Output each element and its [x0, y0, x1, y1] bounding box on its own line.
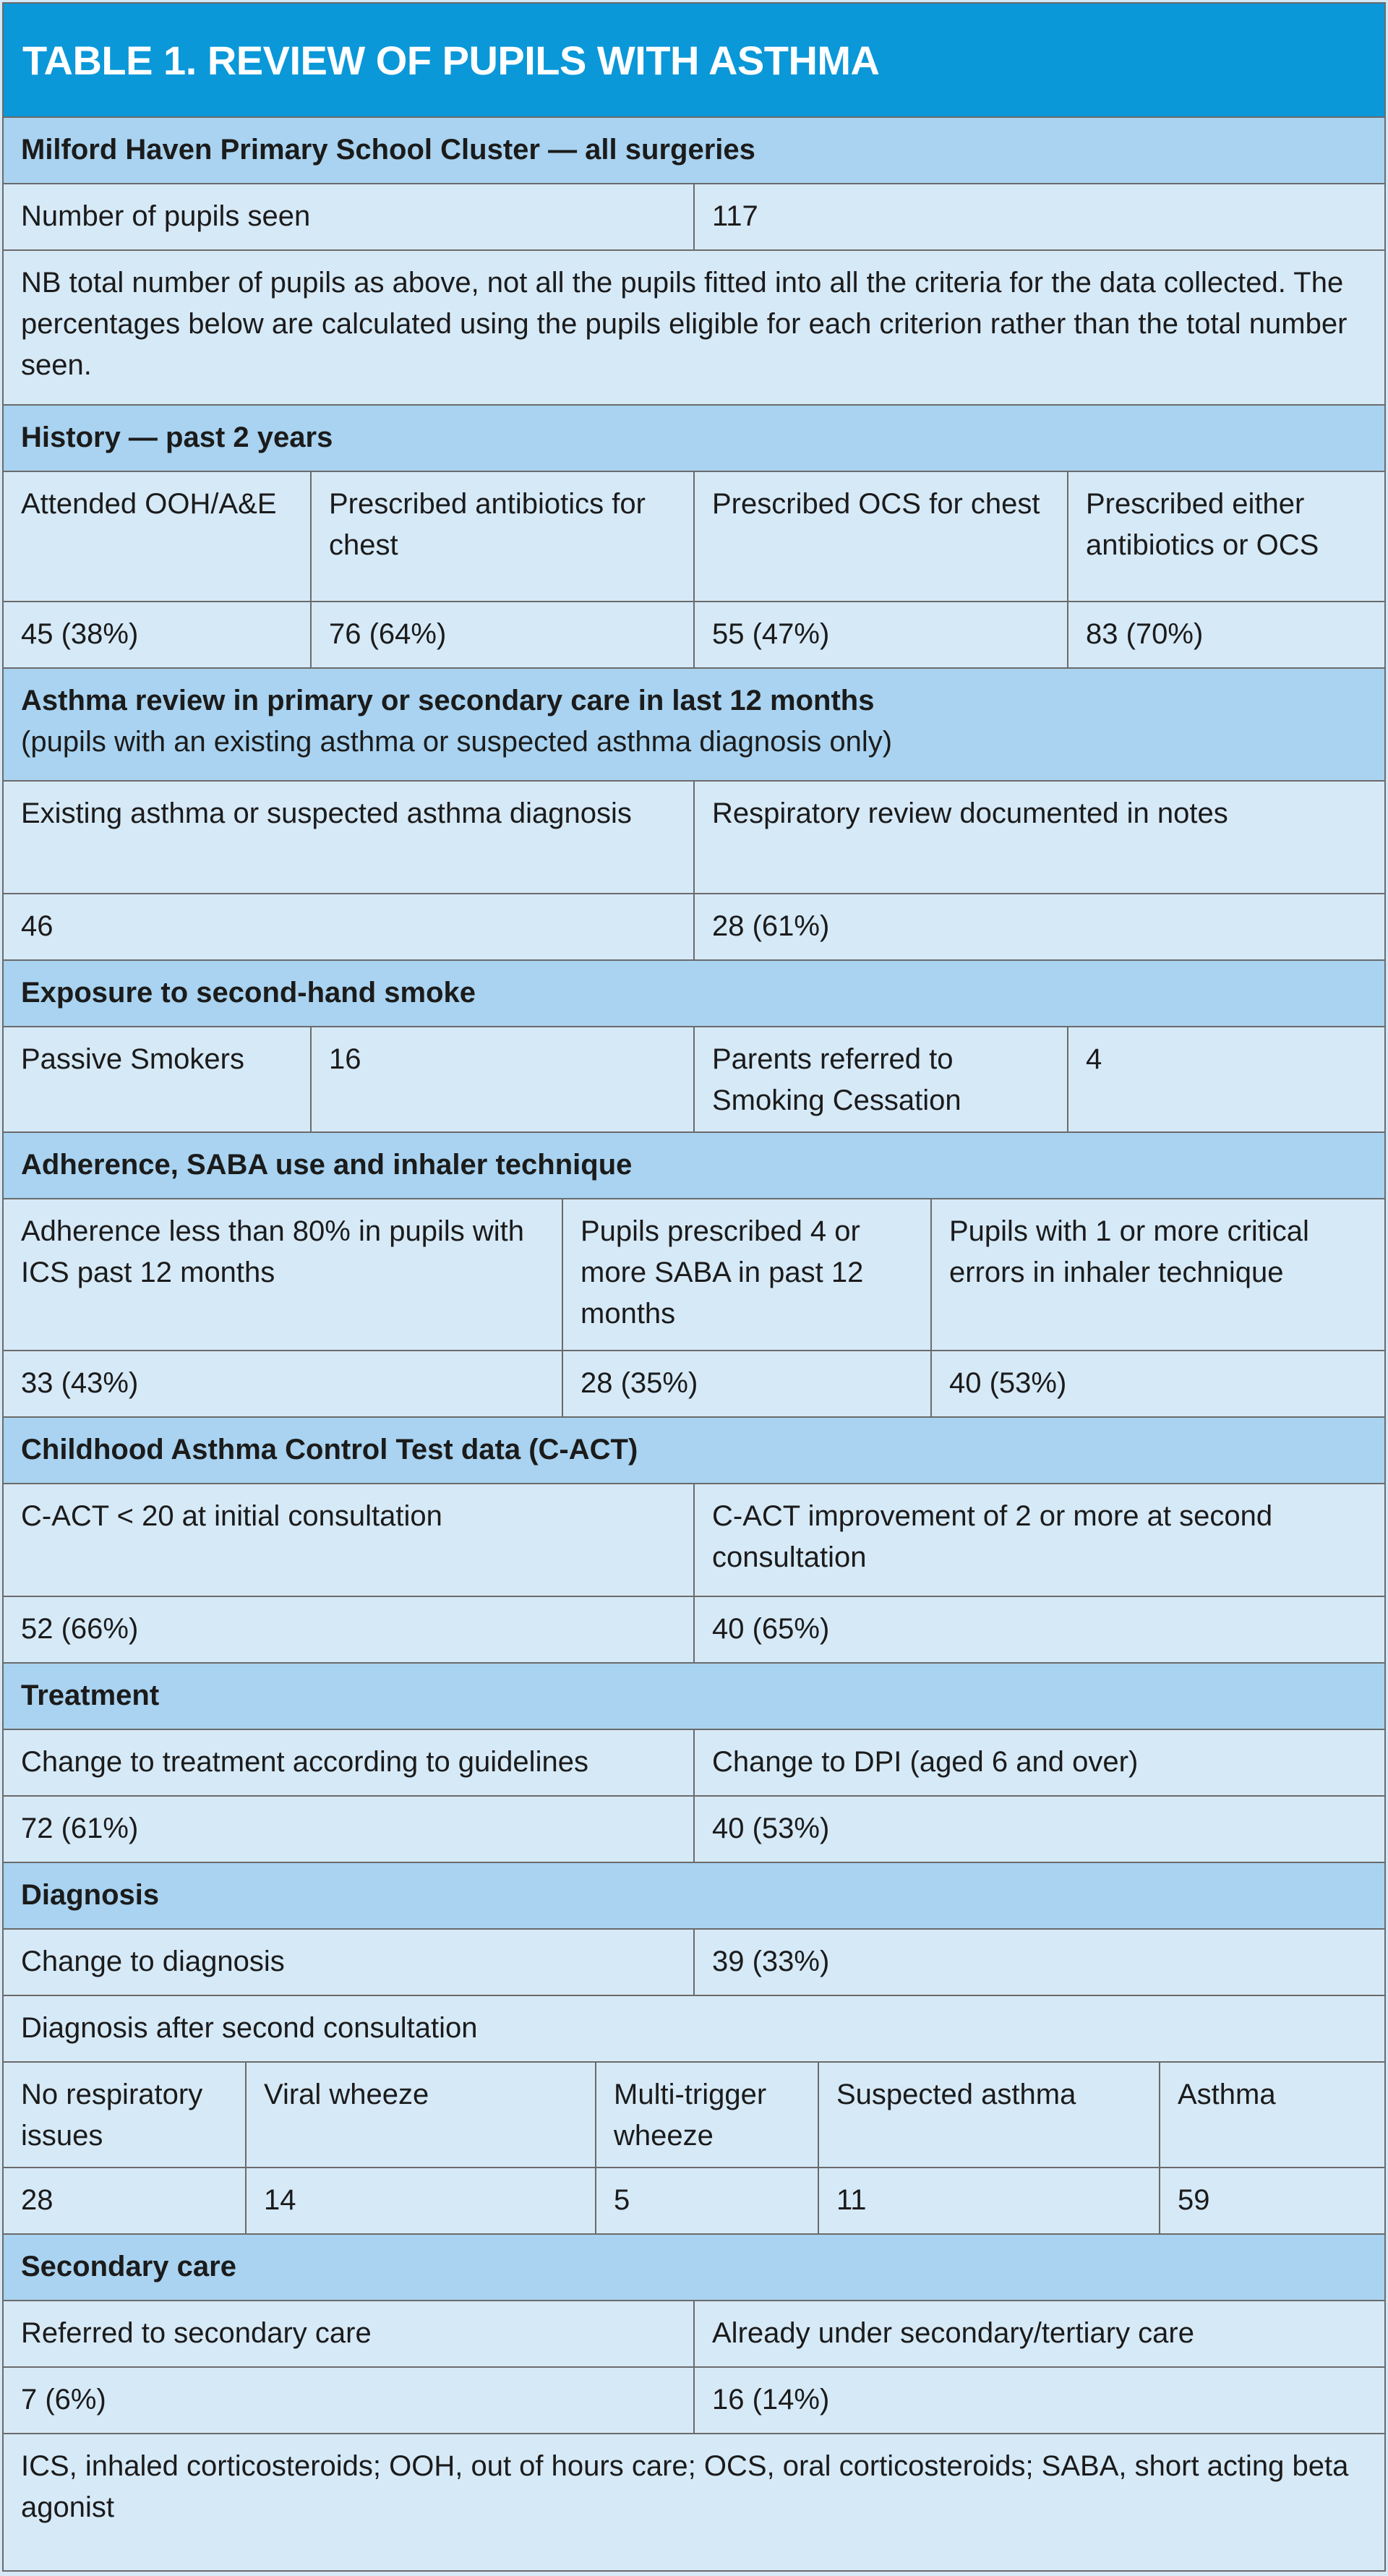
secondary-values-row [4, 2368, 1384, 2434]
adherence-values-row [4, 1351, 1384, 1418]
treatment-heading-row [4, 1664, 1384, 1730]
diagnosis-col-multi: Multi-trigger wheeze [595, 2063, 818, 2167]
adherence-col-ics: Adherence less than 80% in pupils with ICS past 12 months [21, 1215, 524, 1288]
diagnosis-col-asthma: Asthma [1159, 2063, 1384, 2167]
secondary-header-row [4, 2301, 1384, 2368]
smoke-row [4, 1027, 1384, 1133]
treatment-col-guidelines: Change to treatment according to guidelines [21, 1746, 588, 1778]
passive-smokers-label: Passive Smokers [21, 1043, 244, 1075]
diagnosis-val-suspected: 11 [818, 2168, 1159, 2233]
history-values-row [4, 602, 1384, 669]
history-col-ooh: Attended OOH/A&E [21, 488, 277, 520]
cact-val-improvement: 40 (65%) [693, 1597, 1384, 1662]
cluster-heading: Milford Haven Primary School Cluster — all surgeries [21, 134, 755, 166]
asthma-review-table [2, 2, 1386, 2572]
review-col-documented: Respiratory review documented in notes [693, 782, 1384, 893]
smoke-heading: Exposure to second-hand smoke [21, 977, 476, 1009]
secondary-col-already: Already under secondary/tertiary care [693, 2301, 1384, 2366]
adherence-val-saba: 28 (35%) [562, 1351, 930, 1416]
diagnosis-val-viral: 14 [245, 2168, 595, 2233]
treatment-val-guidelines: 72 (61%) [21, 1813, 139, 1844]
secondary-heading-row [4, 2235, 1384, 2301]
secondary-col-referred: Referred to secondary care [21, 2317, 372, 2349]
review-subheading: (pupils with an existing asthma or suspected asthma diagnosis only) [21, 726, 893, 758]
secondary-val-referred: 7 (6%) [21, 2384, 106, 2415]
pupils-seen-label: Number of pupils seen [21, 200, 311, 232]
diagnosis-col-suspected: Suspected asthma [818, 2063, 1159, 2167]
review-heading [4, 669, 1384, 780]
cact-heading-row [4, 1418, 1384, 1484]
diagnosis-heading: Diagnosis [21, 1879, 160, 1911]
diagnosis-heading-row [4, 1863, 1384, 1930]
review-col-diagnosis: Existing asthma or suspected asthma diagnosis [21, 797, 632, 829]
history-val-antibiotics: 76 (64%) [310, 602, 693, 667]
diagnosis-val-none: 28 [21, 2184, 53, 2216]
cact-values-row [4, 1597, 1384, 1664]
history-header-row [4, 472, 1384, 602]
diagnosis-col-none: No respiratory issues [21, 2079, 203, 2152]
review-val-diagnosis: 46 [21, 910, 53, 942]
diagnosis-change-row [4, 1930, 1384, 1996]
treatment-values-row [4, 1797, 1384, 1863]
history-heading: History — past 2 years [21, 422, 333, 453]
passive-smokers-value: 16 [310, 1027, 693, 1131]
cact-col-improvement: C-ACT improvement of 2 or more at second consultation [693, 1484, 1384, 1596]
history-val-ocs: 55 (47%) [693, 602, 1067, 667]
review-header-row [4, 782, 1384, 894]
treatment-val-dpi: 40 (53%) [693, 1797, 1384, 1862]
footnote-row [4, 2434, 1384, 2537]
diagnosis-col-viral: Viral wheeze [245, 2063, 595, 2167]
history-val-ooh: 45 (38%) [21, 618, 139, 650]
adherence-val-technique: 40 (53%) [930, 1351, 1384, 1416]
cact-header-row [4, 1484, 1384, 1597]
adherence-val-ics: 33 (43%) [21, 1367, 139, 1399]
treatment-heading: Treatment [21, 1679, 160, 1711]
diagnosis-change-value: 39 (33%) [693, 1930, 1384, 1995]
diagnosis-values-row [4, 2168, 1384, 2235]
history-heading-row [4, 406, 1384, 472]
parents-referred-value: 4 [1067, 1027, 1384, 1131]
history-col-either: Prescribed either antibiotics or OCS [1067, 472, 1384, 601]
history-col-ocs: Prescribed OCS for chest [693, 472, 1067, 601]
pupils-seen-value: 117 [693, 184, 1384, 249]
note-text: NB total number of pupils as above, not all the pupils fitted into all the criteria for the data collected. The percentages below are calculated using the pupils eligible for each criterion rather than the total number seen. [21, 267, 1348, 381]
review-val-documented: 28 (61%) [693, 894, 1384, 959]
adherence-col-technique: Pupils with 1 or more critical errors in inhaler technique [930, 1199, 1384, 1350]
table-title: TABLE 1. REVIEW OF PUPILS WITH ASTHMA [4, 4, 1384, 118]
diagnosis-after-label: Diagnosis after second consultation [21, 2012, 478, 2044]
diagnosis-change-label: Change to diagnosis [21, 1946, 285, 1977]
pupils-seen-row [4, 184, 1384, 251]
adherence-header-row [4, 1199, 1384, 1351]
cact-heading: Childhood Asthma Control Test data (C-ACT) [21, 1434, 638, 1465]
cluster-heading-row [4, 118, 1384, 184]
cact-val-initial: 52 (66%) [21, 1613, 139, 1645]
adherence-col-saba: Pupils prescribed 4 or more SABA in past 12 months [562, 1199, 930, 1350]
history-col-antibiotics: Prescribed antibiotics for chest [310, 472, 693, 601]
diagnosis-after-row [4, 1996, 1384, 2063]
smoke-heading-row [4, 961, 1384, 1027]
note-row [4, 251, 1384, 406]
footnote-text: ICS, inhaled corticosteroids; OOH, out of hours care; OCS, oral corticosteroids; SABA, short acting beta agonist [21, 2450, 1349, 2523]
diagnosis-val-multi: 5 [595, 2168, 818, 2233]
diagnosis-header-row [4, 2063, 1384, 2168]
history-val-either: 83 (70%) [1067, 602, 1384, 667]
review-heading-row [4, 669, 1384, 782]
adherence-heading: Adherence, SABA use and inhaler technique [21, 1149, 633, 1181]
parents-referred-label: Parents referred to Smoking Cessation [693, 1027, 1067, 1131]
review-values-row [4, 894, 1384, 961]
review-heading-text: Asthma review in primary or secondary care in last 12 months [21, 685, 875, 716]
cact-col-initial: C-ACT < 20 at initial consultation [21, 1500, 442, 1532]
treatment-col-dpi: Change to DPI (aged 6 and over) [693, 1730, 1384, 1795]
secondary-val-already: 16 (14%) [693, 2368, 1384, 2433]
diagnosis-val-asthma: 59 [1159, 2168, 1384, 2233]
secondary-heading: Secondary care [21, 2251, 236, 2282]
treatment-header-row [4, 1730, 1384, 1797]
adherence-heading-row [4, 1133, 1384, 1199]
